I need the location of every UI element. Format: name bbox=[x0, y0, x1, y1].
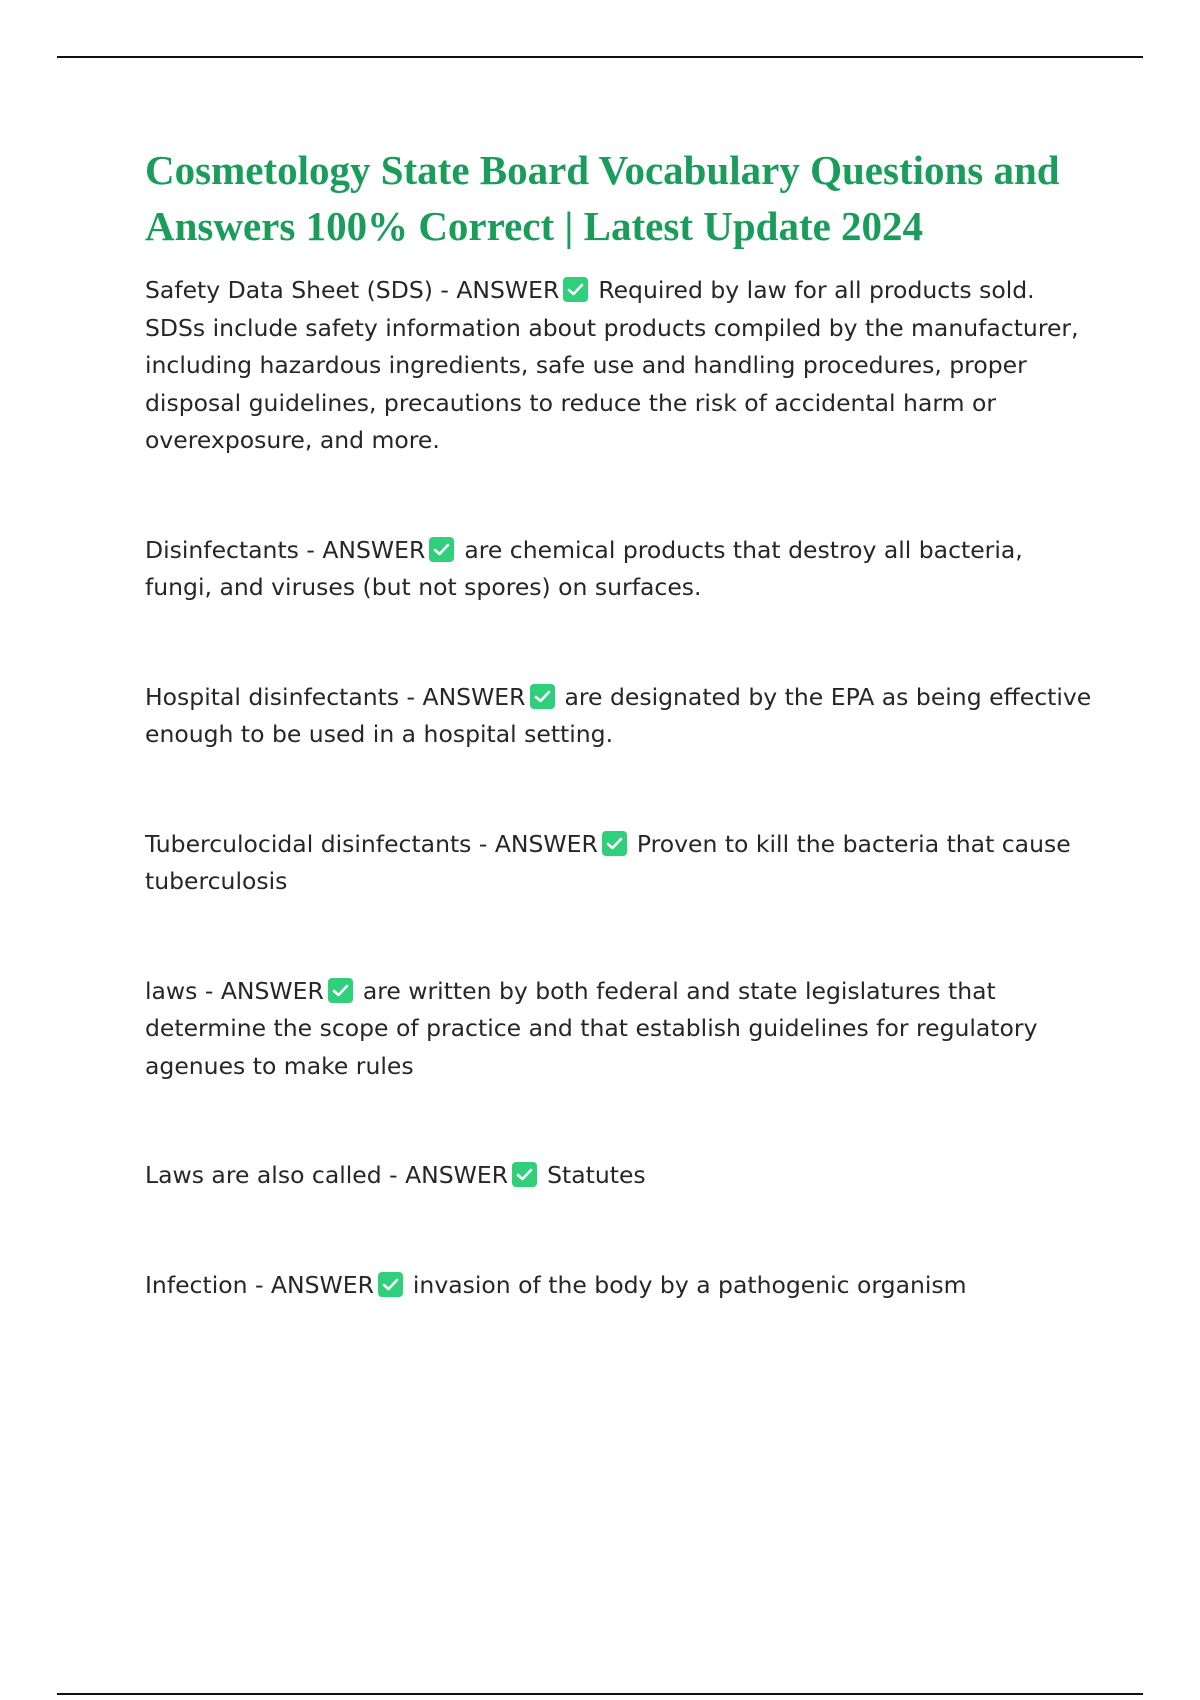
qa-entry bbox=[145, 272, 1095, 460]
entry-term: Tuberculocidal disinfectants - ANSWER bbox=[145, 829, 598, 858]
checkmark-icon bbox=[530, 684, 555, 709]
top-divider bbox=[57, 56, 1143, 58]
entry-term: Infection - ANSWER bbox=[145, 1270, 374, 1299]
entry-term: Hospital disinfectants - ANSWER bbox=[145, 682, 526, 711]
entry-term: Safety Data Sheet (SDS) - ANSWER bbox=[145, 276, 560, 304]
qa-entry bbox=[145, 1267, 1095, 1305]
checkmark-icon bbox=[429, 537, 454, 562]
qa-entry bbox=[145, 826, 1095, 901]
entry-answer: Required by law for all products sold. SDSs include safety information about products compiled by the manufacturer, including hazardous ingredients, safe use and handling procedures, proper disposal guidelines, precautions to reduce the risk of accidental harm or overexposure, and more. bbox=[145, 276, 1079, 454]
entry-answer: Statutes bbox=[547, 1161, 646, 1189]
qa-entry bbox=[145, 973, 1095, 1086]
checkmark-icon bbox=[378, 1272, 403, 1297]
qa-entry bbox=[145, 1157, 1095, 1195]
qa-list bbox=[145, 272, 1095, 1304]
entry-term: Laws are also called - ANSWER bbox=[145, 1161, 509, 1189]
qa-entry bbox=[145, 532, 1095, 607]
entry-term: laws - ANSWER bbox=[145, 976, 324, 1005]
entry-answer: are chemical products that destroy all bacteria, fungi, and viruses (but not spores) on surfaces. bbox=[145, 535, 1023, 601]
entry-term: Disinfectants - ANSWER bbox=[145, 535, 426, 564]
bottom-divider bbox=[57, 1693, 1143, 1695]
page-title: Cosmetology State Board Vocabulary Questions and Answers 100% Correct | Latest Update 2024 bbox=[145, 147, 1060, 249]
checkmark-icon bbox=[602, 831, 627, 856]
checkmark-icon bbox=[563, 277, 588, 302]
checkmark-icon bbox=[512, 1162, 537, 1187]
checkmark-icon bbox=[328, 978, 353, 1003]
entry-answer: are designated by the EPA as being effective enough to be used in a hospital setting. bbox=[145, 682, 1092, 748]
qa-entry bbox=[145, 679, 1095, 754]
entry-answer: invasion of the body by a pathogenic organism bbox=[412, 1270, 967, 1299]
entry-answer: Proven to kill the bacteria that cause tuberculosis bbox=[145, 829, 1071, 895]
entry-answer: are written by both federal and state legislatures that determine the scope of practice and that establish guidelines for regulatory agenues to make rules bbox=[145, 976, 1038, 1080]
